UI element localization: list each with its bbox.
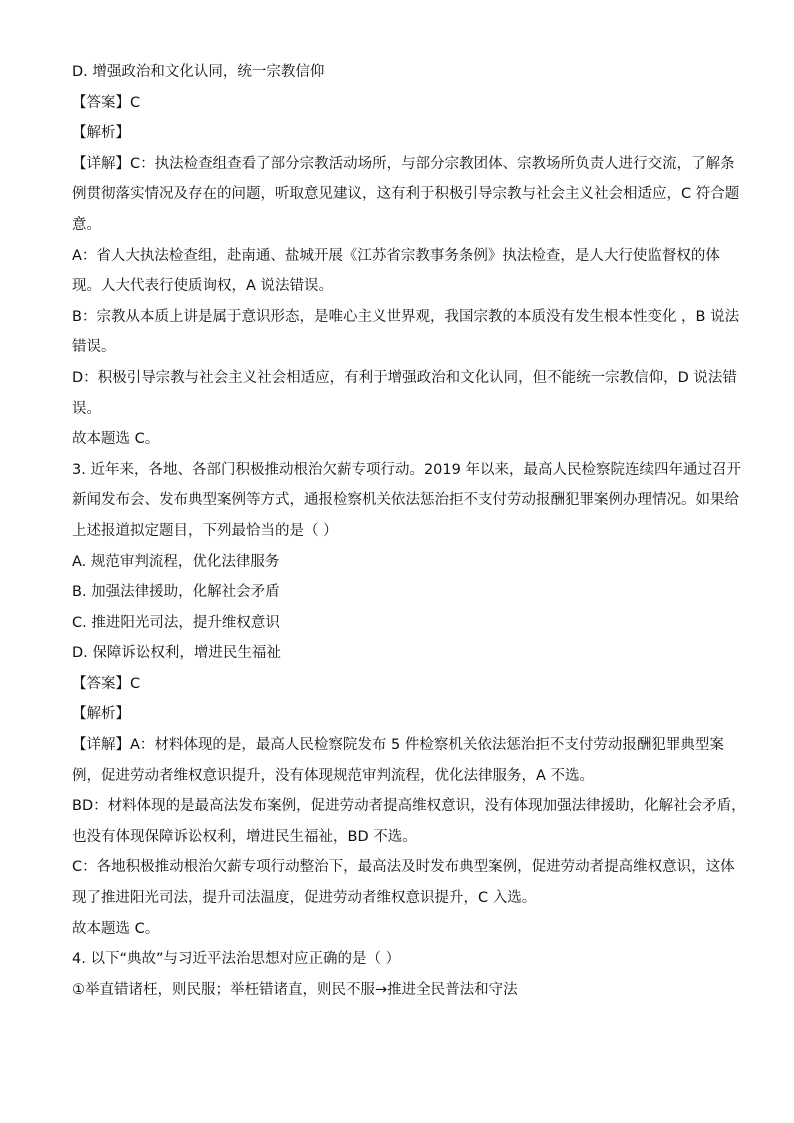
- option-d-previous: D. 增强政治和文化认同，统一宗教信仰: [72, 64, 325, 80]
- detail-text: 例，促进劳动者维权意识提升，没有体现规范审判流程，优化法律服务，A 不选。: [72, 767, 595, 784]
- detail-text: D：积极引导宗教与社会主义社会相适应，有利于增强政治和文化认同，但不能统一宗教信仰，D 说法错: [72, 369, 737, 386]
- detail-text: B：宗教从本质上讲是属于意识形态，是唯心主义世界观，我国宗教的本质没有发生根本性变化 ，B 说法: [72, 308, 740, 325]
- document-page: [72, 62, 746, 1010]
- question-4-item-1: ①举直错诸枉，则民服；举枉错诸直，则民不服→推进全民普法和守法: [72, 981, 518, 998]
- detail-text: 意。: [72, 216, 101, 233]
- answer-label: 【答案】C: [72, 94, 141, 111]
- question-3-option-c: C. 推进阳光司法，提升维权意识: [72, 614, 280, 631]
- conclusion-text: 故本题选 C。: [72, 920, 160, 937]
- question-3-option-b: B. 加强法律援助，化解社会矛盾: [72, 584, 280, 601]
- detail-text: BD：材料体现的是最高法发布案例，促进劳动者提高维权意识，没有体现加强法律援助，化解社会矛盾，: [72, 798, 746, 815]
- question-3-stem: 上述报道拟定题目，下列最恰当的是（ ）: [72, 522, 338, 539]
- question-3-option-a: A. 规范审判流程，优化法律服务: [72, 553, 280, 570]
- analysis-label: 【解析】: [72, 706, 130, 723]
- detail-text: 现。人大代表行使质询权，A 说法错误。: [72, 278, 334, 295]
- detail-text: C：各地积极推动根治欠薪专项行动整治下，最高法及时发布典型案例，促进劳动者提高维权意识，这体: [72, 859, 735, 876]
- detail-text: 例贯彻落实情况及存在的问题，听取意见建议，这有利于积极引导宗教与社会主义社会相适应，C 符合题: [72, 186, 740, 203]
- conclusion-text: 故本题选 C。: [72, 431, 160, 448]
- question-3-option-d: D. 保障诉讼权利，增进民生福祉: [72, 645, 281, 662]
- question-3-stem: 新闻发布会、发布典型案例等方式，通报检察机关依法惩治拒不支付劳动报酬犯罪案例办理情况。如果给: [72, 492, 739, 509]
- detail-text: A：省人大执法检查组，赴南通、盐城开展《江苏省宗教事务条例》执法检查，是人大行使监督权的体: [72, 247, 720, 264]
- question-3-stem: 3. 近年来，各地、各部门积极推动根治欠薪专项行动。2019 年以来，最高人民检察院连续四年通过召开: [72, 461, 741, 478]
- detail-text: 【详解】A：材料体现的是，最高人民检察院发布 5 件检察机关依法惩治拒不支付劳动报酬犯罪典型案: [72, 737, 724, 754]
- detail-text: 也没有体现保障诉讼权利，增进民生福祉，BD 不选。: [72, 828, 417, 845]
- detail-text: 错误。: [72, 339, 116, 356]
- analysis-label: 【解析】: [72, 125, 130, 142]
- answer-label: 【答案】C: [72, 675, 141, 692]
- question-4-stem: 4. 以下“典故”与习近平法治思想对应正确的是（ ）: [72, 951, 401, 968]
- detail-text: 【详解】C：执法检查组查看了部分宗教活动场所，与部分宗教团体、宗教场所负责人进行交流，了解条: [72, 155, 735, 172]
- detail-text: 误。: [72, 400, 101, 417]
- detail-text: 现了推进阳光司法，提升司法温度，促进劳动者维权意识提升，C 入选。: [72, 890, 537, 907]
